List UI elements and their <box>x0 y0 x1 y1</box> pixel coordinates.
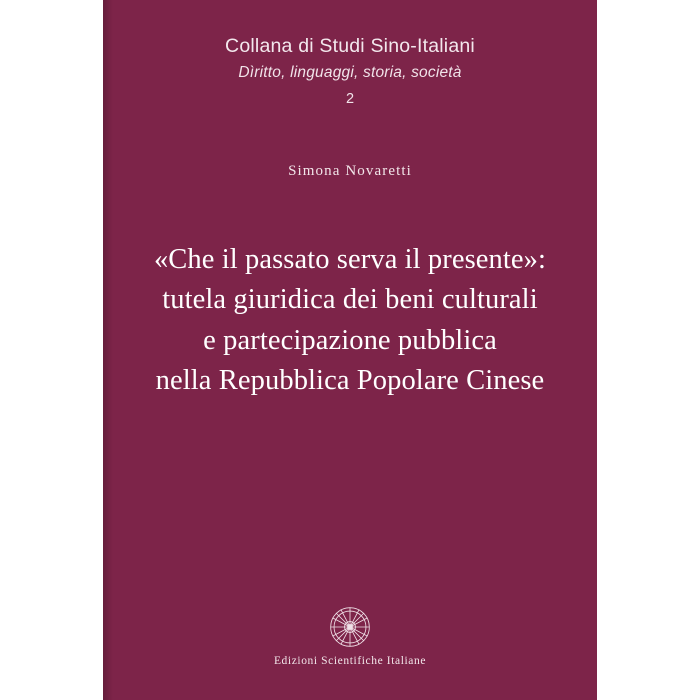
esi-rosette-logo-icon <box>329 606 371 648</box>
title-line: «Che il passato serva il presente»: <box>153 244 547 275</box>
series-title: Collana di Studi Sino-Italiani <box>225 35 475 57</box>
publisher-name: Edizioni Scientifiche Italiane <box>273 655 427 667</box>
title-line: e partecipazione pubblica <box>203 324 497 356</box>
series-block <box>103 34 597 107</box>
author-name: Simona Novaretti <box>288 163 412 179</box>
series-subtitle: Dìritto, linguaggi, storia, società <box>238 64 462 82</box>
book-cover <box>103 0 597 700</box>
title-line: nella Repubblica Popolare Cinese <box>155 365 545 397</box>
book-title <box>131 240 569 402</box>
title-line: tutela giuridica dei beni culturali <box>162 284 538 316</box>
publisher-block <box>103 606 597 667</box>
series-number: 2 <box>345 91 355 108</box>
